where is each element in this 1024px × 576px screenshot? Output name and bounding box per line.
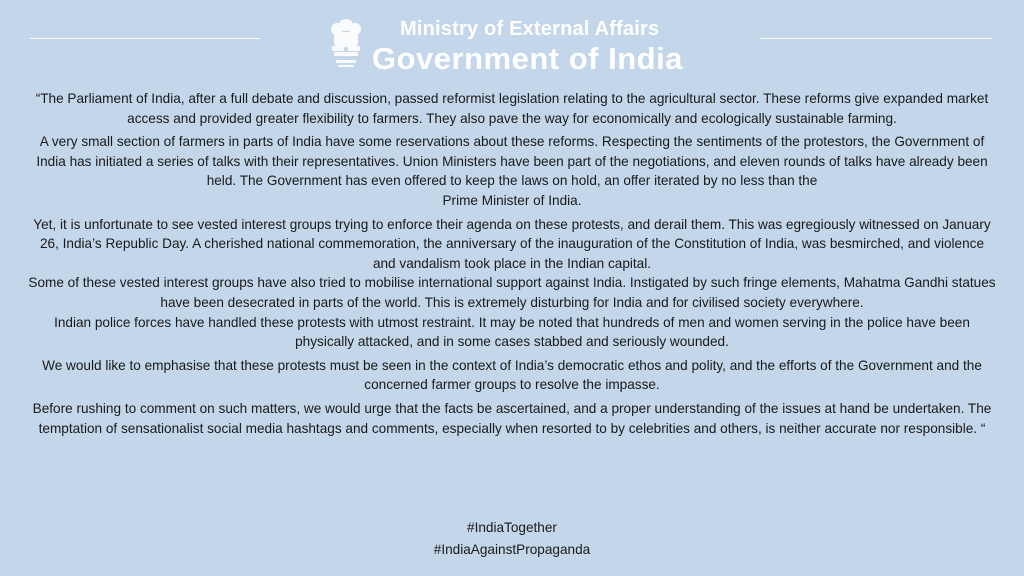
- paragraph-6: We would like to emphasise that these protests must be seen in the context of India’s democratic ethos and polity, and the efforts of the Government and the concerned farmer groups to resolve the impasse.: [42, 357, 982, 393]
- hashtag-india-against-propaganda: #IndiaAgainstPropaganda: [433, 542, 591, 557]
- ministry-name: Ministry of External Affairs: [400, 18, 660, 40]
- paragraph-1: “The Parliament of India, after a full debate and discussion, passed reformist legislation relating to the agricultural sector. These reforms give expanded market access and provided greater flexibility to farmers. They also pave the way for economically and ecologically sustainable farming.: [35, 91, 989, 126]
- paragraph-3: Yet, it is unfortunate to see vested interest groups trying to enforce their agenda on these protests, and derail them. This was egregiously witnessed on January 26, India’s Republic Day. A cherished national commemoration, the anniversary of the inauguration of the Constitution of India, was besmirched, and violence and vandalism took place in the Indian capital.: [33, 216, 991, 271]
- paragraph-4: Some of these vested interest groups have also tried to mobilise international support against India. Instigated by such fringe elements, Mahatma Gandhi statues have been desecrated in parts of the world. This is extremely disturbing for India and for civilised society everywhere.: [28, 275, 996, 310]
- paragraph-5: Indian police forces have handled these protests with utmost restraint. It may be noted that hundreds of men and women serving in the police have been physically attacked, and in some cases stabbed and seriously wounded.: [54, 314, 970, 350]
- paragraph-2-end: Prime Minister of India.: [442, 192, 582, 208]
- government-name: Government of India: [372, 41, 683, 76]
- paragraph-2: [28, 132, 996, 210]
- hashtags: [0, 517, 1024, 561]
- paragraph-2-text: A very small section of farmers in parts of India have some reservations about these reforms. Respecting the sentiments of the protestors, the Government of India has initiated a series of talks with their representatives. Union Ministers have been part of the negotiations, and eleven rounds of talks have already been held. The Government has even offered to keep the laws on hold, an offer iterated by no less than the: [36, 134, 988, 189]
- national-emblem-icon: [326, 16, 366, 72]
- header-rule-right: [760, 38, 992, 39]
- paragraph-7: Before rushing to comment on such matters, we would urge that the facts be ascertained, and a proper understanding of the issues at hand be undertaken. The temptation of sensationalist social media hashtags and comments, especially when resorted to by celebrities and others, is neither accurate nor responsible. “: [32, 400, 992, 436]
- hashtag-india-together: #IndiaTogether: [467, 520, 557, 535]
- statement-body: [28, 89, 996, 442]
- header: [0, 0, 1024, 86]
- header-rule-left: [30, 38, 260, 39]
